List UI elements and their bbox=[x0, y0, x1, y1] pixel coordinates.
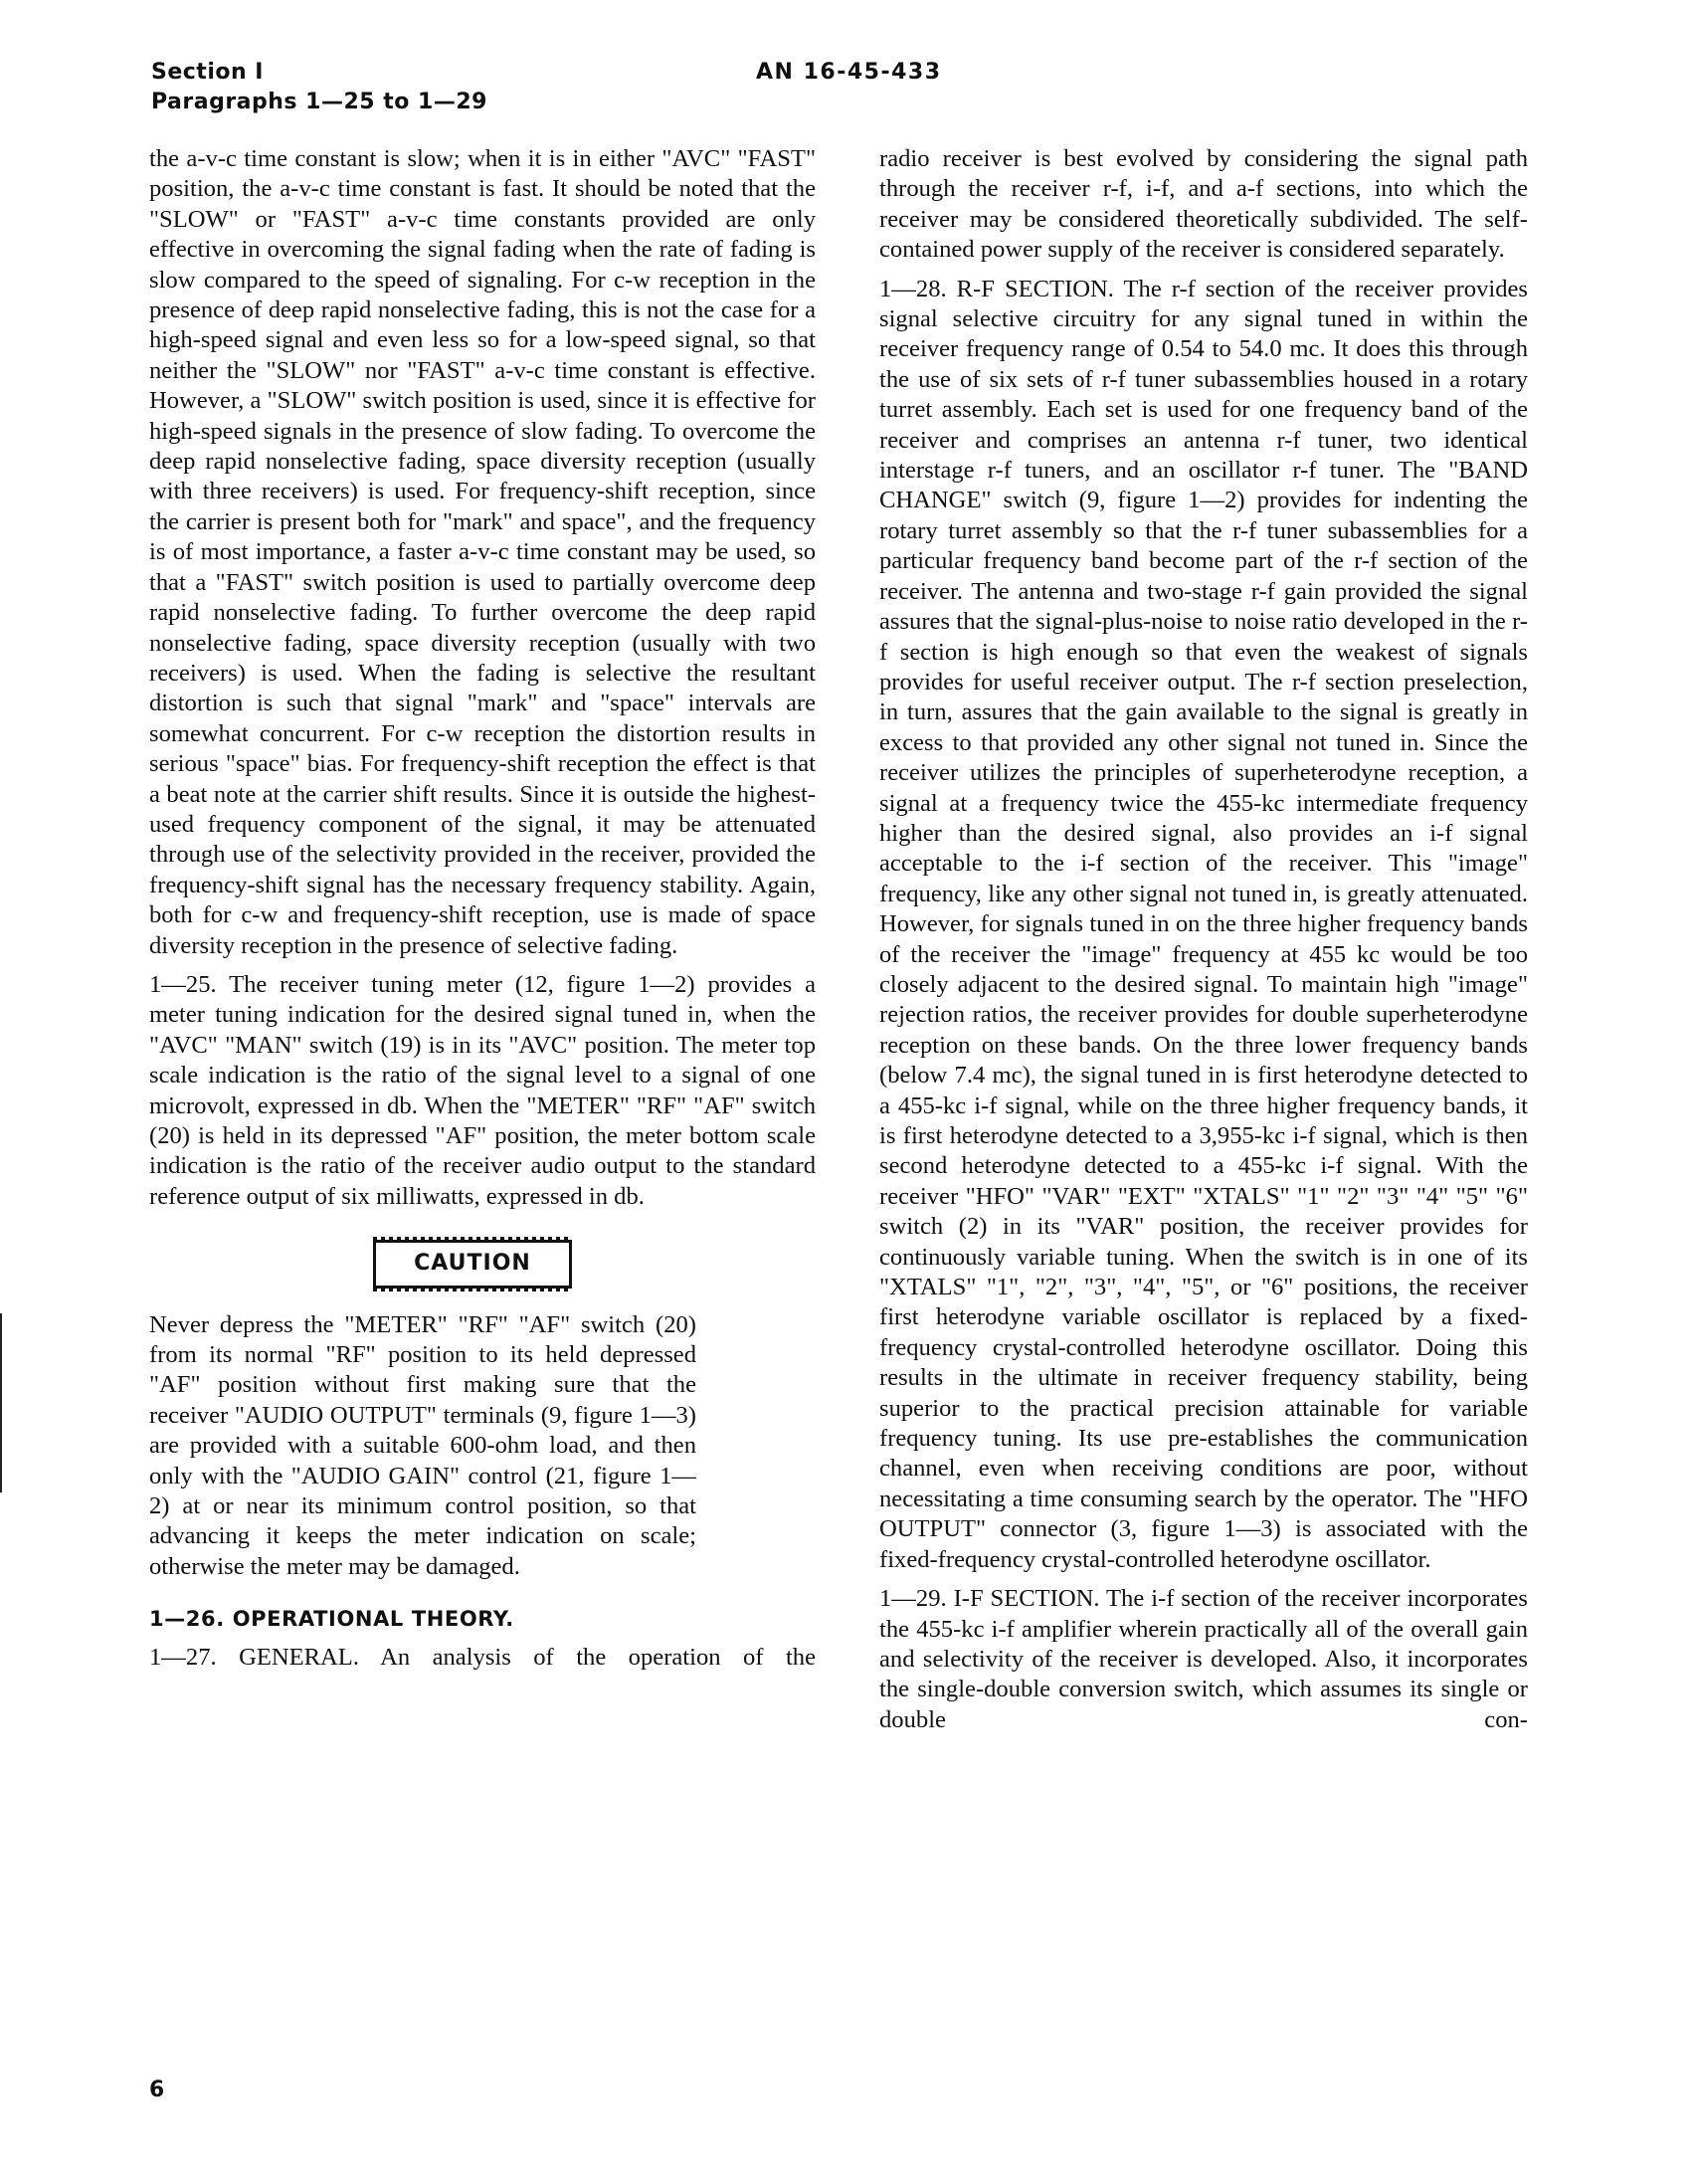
paragraph-1-29: 1—29. I-F SECTION. The i-f section of the receiver incorporates the 455-kc i-f amplifier wherein practically all of the overall gain and selectivity of the receiver is developed. Also, it incorporates the single-double conversion switch, which assumes its single or double con- bbox=[879, 1585, 1528, 1733]
paragraph-1-25: 1—25. The receiver tuning meter (12, figure 1—2) provides a meter tuning indication for the desired signal tuned in, when the "AVC" "MAN" switch (19) is in its "AVC" position. The meter top scale indication is the ratio of the signal level to a signal of one microvolt, expressed in db. When the "METER" "RF" "AF" switch (20) is held in its depressed "AF" position, the meter bottom scale indication is the ratio of the receiver audio output to the standard reference output of six milliwatts, expressed in db. bbox=[149, 970, 816, 1210]
page-number: 6 bbox=[149, 2078, 165, 2102]
right-column bbox=[879, 144, 1528, 1744]
section-label: Section I bbox=[151, 60, 264, 85]
caution-label: CAUTION bbox=[373, 1240, 572, 1288]
paragraph-range: Paragraphs 1—25 to 1—29 bbox=[151, 90, 487, 114]
paragraph-continued: the a-v-c time constant is slow; when it is in either "AVC" "FAST" position, the a-v-c time constant is fast. It should be noted that the "SLOW" or "FAST" a-v-c time constants provided are only effective in overcoming the signal fading when the rate of fading is slow compared to the speed of signaling. For c-w reception in the presence of deep rapid nonselective fading, this is not the case for a high-speed signal and even less so for a low-speed signal, so that neither the "SLOW" nor "FAST" a-v-c time constant is effective. However, a "SLOW" switch position is used, since it is effective for high-speed signals in the presence of slow fading. To overcome the deep rapid nonselective fading, space diversity reception (usually with three receivers) is used. For frequency-shift reception, since the carrier is present both for "mark" and space", and the frequency is of most importance, a faster a-v-c time constant may be used, so that a "FAST" switch position is used to partially overcome deep rapid nonselective fading. To further overcome the deep rapid nonselective fading, space diversity reception (usually with two receivers) is used. When the fading is selective the resultant distortion is such that signal "mark" and "space" intervals are somewhat concurrent. For c-w reception the distortion results in serious "space" bias. For frequency-shift reception the effect is that a beat note at the carrier shift results. Since it is outside the highest-used frequency component of the signal, it may be attenuated through use of the selectivity provided in the receiver, provided the frequency-shift signal has the necessary frequency stability. Again, both for c-w and frequency-shift reception, use is made of space diversity reception in the presence of selective fading. bbox=[149, 145, 816, 959]
paragraph-1-27: 1—27. GENERAL. An analysis of the operation of the bbox=[149, 1643, 816, 1671]
section-heading-1-26: 1—26. OPERATIONAL THEORY. bbox=[149, 1607, 514, 1632]
paragraph-1-28: 1—28. R-F SECTION. The r-f section of the receiver provides signal selective circuitry for any signal tuned in within the receiver frequency range of 0.54 to 54.0 mc. It does this through the use of six sets of r-f tuner subassemblies housed in a rotary turret assembly. Each set is used for one frequency band of the receiver and comprises an antenna r-f tuner, two identical interstage r-f tuners, and an oscillator r-f tuner. The "BAND CHANGE" switch (9, figure 1—2) provides for indenting the rotary turret assembly so that the r-f tuner subassemblies for a particular frequency band become part of the r-f section of the receiver. The antenna and two-stage r-f gain provided the signal assures that the signal-plus-noise to noise ratio developed in the r-f section is high enough so that even the weakest of signals provides for useful receiver output. The r-f section preselection, in turn, assures that the gain available to the signal is greatly in excess to that provided any other signal not tuned in. Since the receiver utilizes the principles of superheterodyne reception, a signal at a frequency twice the 455-kc intermediate frequency higher than the desired signal, also provides an i-f signal acceptable to the i-f section of the receiver. This "image" frequency, like any other signal not tuned in, is greatly attenuated. However, for signals tuned in on the three higher frequency bands of the receiver the "image" frequency at 455 kc would be too closely adjacent to the desired signal. To maintain high "image" rejection ratios, the receiver provides for double superheterodyne reception on these bands. On the three lower frequency bands (below 7.4 mc), the signal tuned in is first heterodyne detected to a 455-kc i-f signal, while on the three higher frequency bands, it is first heterodyne detected to a 3,955-kc i-f signal, which is then second heterodyne detected to a 455-kc i-f signal. With the receiver "HFO" "VAR" "EXT" "XTALS" "1" "2" "3" "4" "5" "6" switch (2) in its "VAR" position, the receiver provides for continuously variable tuning. When the switch is in one of its "XTALS" "1", "2", "3", "4", "5", or "6" positions, the receiver first heterodyne variable oscillator is replaced by a fixed-frequency crystal-controlled heterodyne oscillator. Doing this results in the ultimate in receiver frequency stability, being superior to the practical precision attainable for variable frequency tuning. Its use pre-establishes the communication channel, even when receiving conditions are poor, without necessitating a time consuming search by the operator. The "HFO OUTPUT" connector (3, figure 1—3) is associated with the fixed-frequency crystal-controlled heterodyne oscillator. bbox=[879, 275, 1528, 1573]
paragraph-1-27-continued: radio receiver is best evolved by considering the signal path through the receiver r-f, i-f, and a-f sections, into which the receiver may be considered theoretically subdivided. The self-contained power supply of the receiver is considered separately. bbox=[879, 145, 1528, 264]
scan-edge-line bbox=[0, 1313, 2, 1492]
left-column bbox=[149, 144, 816, 1682]
caution-notice bbox=[149, 1240, 816, 1288]
document-number: AN 16-45-433 bbox=[756, 60, 942, 85]
caution-text: Never depress the "METER" "RF" "AF" switch (20) from its normal "RF" position to its held depressed "AF" position without first making sure that the receiver "AUDIO OUTPUT" terminals (9, figure 1—3) are provided with a suitable 600-ohm load, and then only with the "AUDIO GAIN" control (21, figure 1—2) at or near its minimum control position, so that advancing it keeps the meter indication on scale; otherwise the meter may be damaged. bbox=[149, 1310, 696, 1580]
